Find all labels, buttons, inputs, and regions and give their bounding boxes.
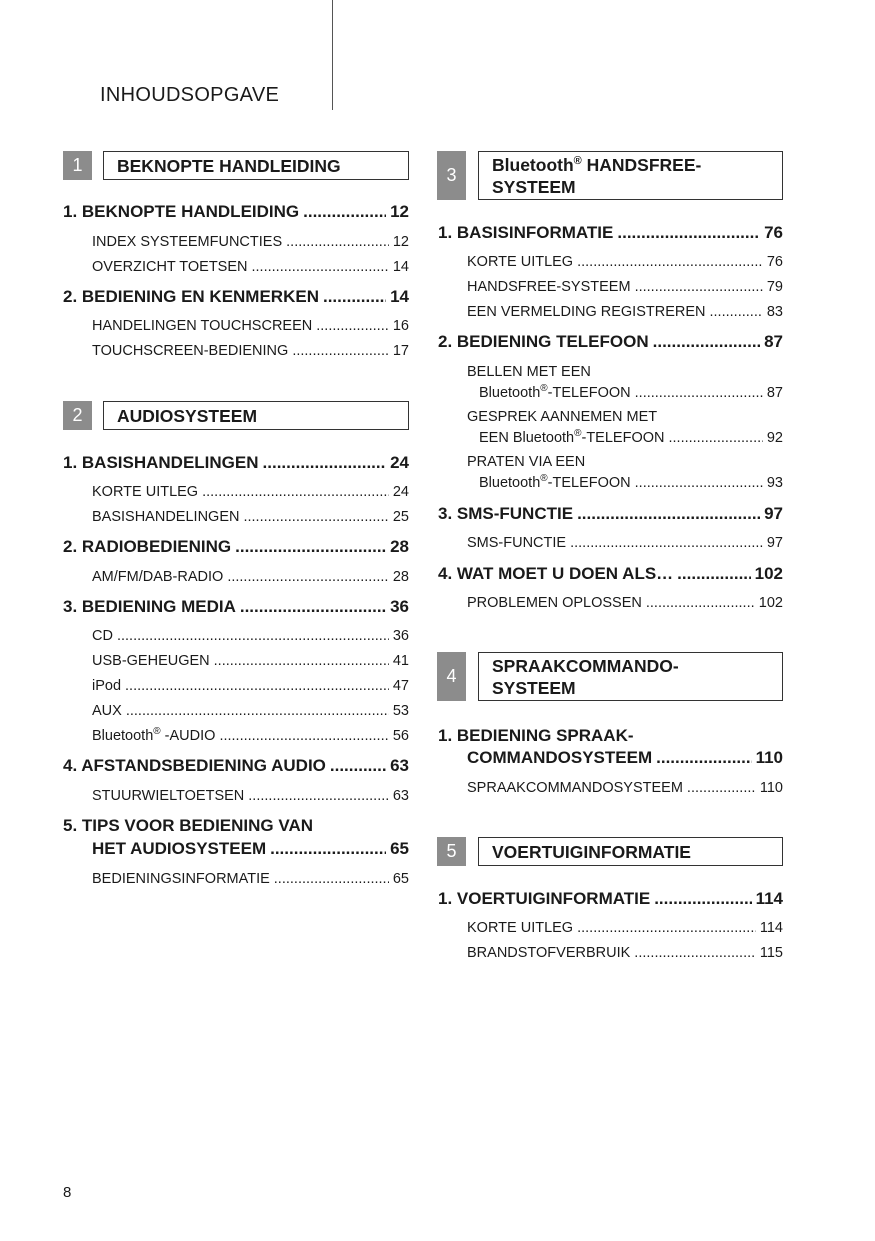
toc-page: 114	[759, 920, 783, 936]
toc-item-text: HANDELINGEN TOUCHSCREEN	[92, 318, 313, 334]
toc-item[interactable]	[467, 535, 783, 551]
toc-item-text: Bluetooth®-TELEFOON	[479, 473, 631, 491]
section-4-number: 4	[437, 652, 466, 701]
toc-item-text: AUX	[92, 703, 122, 719]
toc-page: 102	[754, 564, 783, 583]
page-title: INHOUDSOPGAVE	[100, 84, 280, 106]
toc-item-text: KORTE UITLEG	[467, 920, 574, 936]
toc-heading[interactable]	[63, 202, 409, 222]
toc-heading[interactable]	[438, 564, 783, 584]
toc-item-text: SMS-FUNCTIE	[467, 535, 567, 551]
toc-heading-text: 3. SMS-FUNCTIE	[438, 504, 574, 523]
toc-heading-text: 4. WAT MOET U DOEN ALS…	[438, 564, 674, 583]
toc-page: 110	[759, 780, 783, 796]
toc-heading-text: 2. BEDIENING TELEFOON	[438, 332, 649, 351]
toc-item[interactable]	[479, 475, 783, 491]
toc-item[interactable]	[92, 653, 409, 669]
page-number: 8	[63, 1184, 72, 1201]
toc-page: 102	[758, 595, 783, 611]
toc-heading[interactable]	[467, 748, 783, 768]
toc-item[interactable]	[92, 509, 409, 525]
toc-heading-text: 2. RADIOBEDIENING	[63, 537, 232, 556]
toc-item-text: iPod	[92, 678, 122, 694]
toc-page: 65	[390, 839, 409, 858]
toc-page: 24	[392, 484, 409, 500]
toc-heading-line1[interactable]: 1. BEDIENING SPRAAK-	[438, 726, 634, 745]
toc-item[interactable]	[92, 569, 409, 585]
section-2-title[interactable]: AUDIOSYSTEEM	[103, 401, 409, 430]
toc-page: 65	[392, 871, 409, 887]
toc-heading[interactable]	[63, 597, 409, 617]
toc-page: 41	[392, 653, 409, 669]
toc-item[interactable]	[92, 259, 409, 275]
toc-item-text: BEDIENINGSINFORMATIE	[92, 871, 270, 887]
toc-item-text: KORTE UITLEG	[467, 254, 574, 270]
section-5-title[interactable]: VOERTUIGINFORMATIE	[478, 837, 783, 866]
toc-page: 97	[764, 504, 783, 523]
toc-heading-text: 4. AFSTANDSBEDIENING AUDIO	[63, 756, 326, 775]
toc-page: 24	[390, 453, 409, 472]
toc-page: 12	[390, 202, 409, 221]
toc-item-text: EEN Bluetooth®-TELEFOON	[479, 428, 665, 446]
toc-item[interactable]	[467, 279, 783, 295]
toc-item-text: INDEX SYSTEEMFUNCTIES	[92, 234, 283, 250]
toc-item[interactable]	[92, 788, 409, 804]
toc-item[interactable]	[467, 780, 783, 796]
toc-page: 14	[392, 259, 409, 275]
toc-item-text: SPRAAKCOMMANDOSYSTEEM	[467, 780, 683, 796]
toc-item[interactable]	[92, 678, 409, 694]
toc-page: 115	[759, 945, 783, 961]
toc-page: 16	[392, 318, 409, 334]
section-3-title[interactable]: Bluetooth® HANDSFREE- SYSTEEM	[478, 151, 783, 200]
header-divider	[332, 0, 333, 110]
toc-page: 36	[390, 597, 409, 616]
section-1-title[interactable]: BEKNOPTE HANDLEIDING	[103, 151, 409, 180]
toc-heading[interactable]	[63, 453, 409, 473]
toc-page: 76	[764, 223, 783, 242]
toc-item-text: CD	[92, 628, 113, 644]
toc-heading-text: COMMANDOSYSTEEM	[467, 748, 653, 767]
toc-heading[interactable]	[438, 332, 783, 352]
section-1-number: 1	[63, 151, 92, 180]
section-2-number: 2	[63, 401, 92, 430]
toc-item[interactable]	[92, 871, 409, 887]
toc-item[interactable]	[92, 728, 409, 744]
toc-heading[interactable]	[438, 504, 783, 524]
toc-page: 17	[392, 343, 409, 359]
toc-item-text: EEN VERMELDING REGISTREREN	[467, 304, 706, 320]
toc-item[interactable]	[467, 945, 783, 961]
toc-item-text: USB-GEHEUGEN	[92, 653, 210, 669]
toc-item-text: STUURWIELTOETSEN	[92, 788, 245, 804]
toc-heading-text: 1. BEKNOPTE HANDLEIDING	[63, 202, 300, 221]
toc-item-text: AM/FM/DAB-RADIO	[92, 569, 224, 585]
toc-heading[interactable]	[92, 839, 409, 859]
toc-heading-text: 1. VOERTUIGINFORMATIE	[438, 889, 651, 908]
toc-page: 47	[392, 678, 409, 694]
toc-item-text: BRANDSTOFVERBRUIK	[467, 945, 631, 961]
toc-page: 63	[390, 756, 409, 775]
toc-item-text: Bluetooth®-TELEFOON	[479, 383, 631, 401]
toc-heading-text: HET AUDIOSYSTEEM	[92, 839, 267, 858]
toc-page: 25	[392, 509, 409, 525]
toc-page: 28	[392, 569, 409, 585]
toc-item[interactable]	[467, 920, 783, 936]
toc-item-text: Bluetooth® -AUDIO	[92, 726, 216, 744]
toc-heading[interactable]	[63, 287, 409, 307]
toc-item[interactable]	[92, 234, 409, 250]
toc-heading[interactable]	[63, 537, 409, 557]
toc-heading-text: 3. BEDIENING MEDIA	[63, 597, 236, 616]
toc-page: 79	[766, 279, 783, 295]
section-3-number: 3	[437, 151, 466, 200]
toc-page: 14	[390, 287, 409, 306]
toc-item-text: KORTE UITLEG	[92, 484, 199, 500]
toc-page: 28	[390, 537, 409, 556]
section-4-title[interactable]: SPRAAKCOMMANDO- SYSTEEM	[478, 652, 783, 701]
toc-item-text: BASISHANDELINGEN	[92, 509, 240, 525]
toc-item-text: PROBLEMEN OPLOSSEN	[467, 595, 642, 611]
toc-heading[interactable]	[438, 889, 783, 909]
toc-page: 87	[766, 385, 783, 401]
toc-heading-text: 1. BASISHANDELINGEN	[63, 453, 259, 472]
toc-item-text: TOUCHSCREEN-BEDIENING	[92, 343, 289, 359]
toc-heading[interactable]	[438, 223, 783, 243]
toc-item-line1[interactable]: PRATEN VIA EEN	[467, 454, 586, 470]
toc-page: 53	[392, 703, 409, 719]
toc-item-text: HANDSFREE-SYSTEEM	[467, 279, 631, 295]
toc-heading-text: 1. BASISINFORMATIE	[438, 223, 614, 242]
toc-item[interactable]	[92, 703, 409, 719]
toc-page: 12	[392, 234, 409, 250]
toc-item[interactable]	[467, 595, 783, 611]
toc-item[interactable]	[467, 304, 783, 320]
toc-page: 97	[766, 535, 783, 551]
toc-page: 36	[392, 628, 409, 644]
toc-page: 93	[766, 475, 783, 491]
toc-page: 92	[766, 430, 783, 446]
toc-item[interactable]	[479, 430, 783, 446]
toc-page: 76	[766, 254, 783, 270]
toc-page: 110	[755, 748, 783, 767]
toc-page: 63	[392, 788, 409, 804]
toc-page: 56	[392, 728, 409, 744]
toc-item[interactable]	[92, 628, 409, 644]
toc-heading[interactable]	[63, 756, 409, 776]
toc-item[interactable]	[467, 254, 783, 270]
toc-item-line1[interactable]: GESPREK AANNEMEN MET	[467, 409, 658, 425]
toc-item[interactable]	[92, 484, 409, 500]
toc-heading-line1[interactable]: 5. TIPS VOOR BEDIENING VAN	[63, 816, 314, 835]
toc-item-text: OVERZICHT TOETSEN	[92, 259, 248, 275]
toc-page: 87	[764, 332, 783, 351]
toc-heading-text: 2. BEDIENING EN KENMERKEN	[63, 287, 319, 306]
section-5-number: 5	[437, 837, 466, 866]
toc-item[interactable]	[479, 385, 783, 401]
toc-item-line1[interactable]: BELLEN MET EEN	[467, 364, 591, 380]
toc-page: 83	[766, 304, 783, 320]
toc-item[interactable]	[92, 318, 409, 334]
toc-page: 114	[755, 889, 783, 908]
toc-item[interactable]	[92, 343, 409, 359]
